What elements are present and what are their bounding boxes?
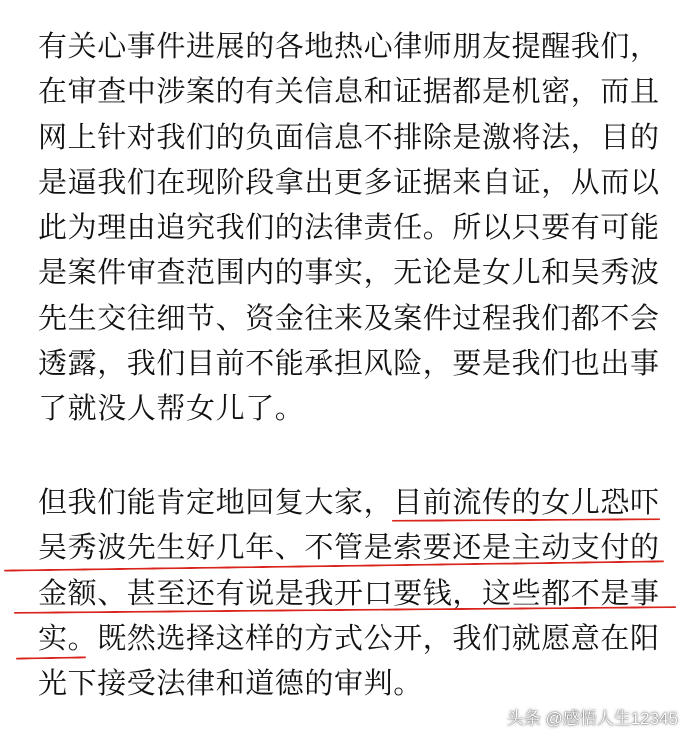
text-line: 金额、甚至还有说是我开口要钱，这些都不是事: [38, 575, 660, 610]
text-line: 光下接受法律和道德的审判。: [38, 666, 423, 701]
text-line: 实。既然选择这样的方式公开，我们就愿意在阳: [38, 620, 660, 655]
text-line: 是逼我们在现阶段拿出更多证据来自证，从而以: [38, 164, 660, 199]
text-line: 网上针对我们的负面信息不排除是激将法，目的: [38, 119, 660, 154]
text-line: 了就没人帮女儿了。: [38, 391, 305, 426]
text-line: 先生交往细节、资金往来及案件过程我们都不会: [38, 300, 660, 335]
text-line: 透露，我们目前不能承担风险，要是我们也出事: [38, 346, 660, 381]
text-line: 是案件审查范围内的事实，无论是女儿和吴秀波: [38, 255, 660, 290]
paragraph-1: [38, 24, 678, 432]
source-watermark: 头条 @感悟人生12345: [506, 709, 678, 728]
text-line: 但我们能肯定地回复大家，目前流传的女儿恐吓: [38, 485, 660, 519]
text-line: 有关心事件进展的各地热心律师朋友提醒我们，: [38, 29, 660, 63]
paragraph-2: [38, 480, 678, 706]
text-line: 此为理由追究我们的法律责任。所以只要有可能: [38, 210, 660, 245]
text-line: 吴秀波先生好几年、不管是索要还是主动支付的: [38, 530, 660, 565]
text-line: 在审查中涉案的有关信息和证据都是机密，而且: [38, 74, 660, 109]
